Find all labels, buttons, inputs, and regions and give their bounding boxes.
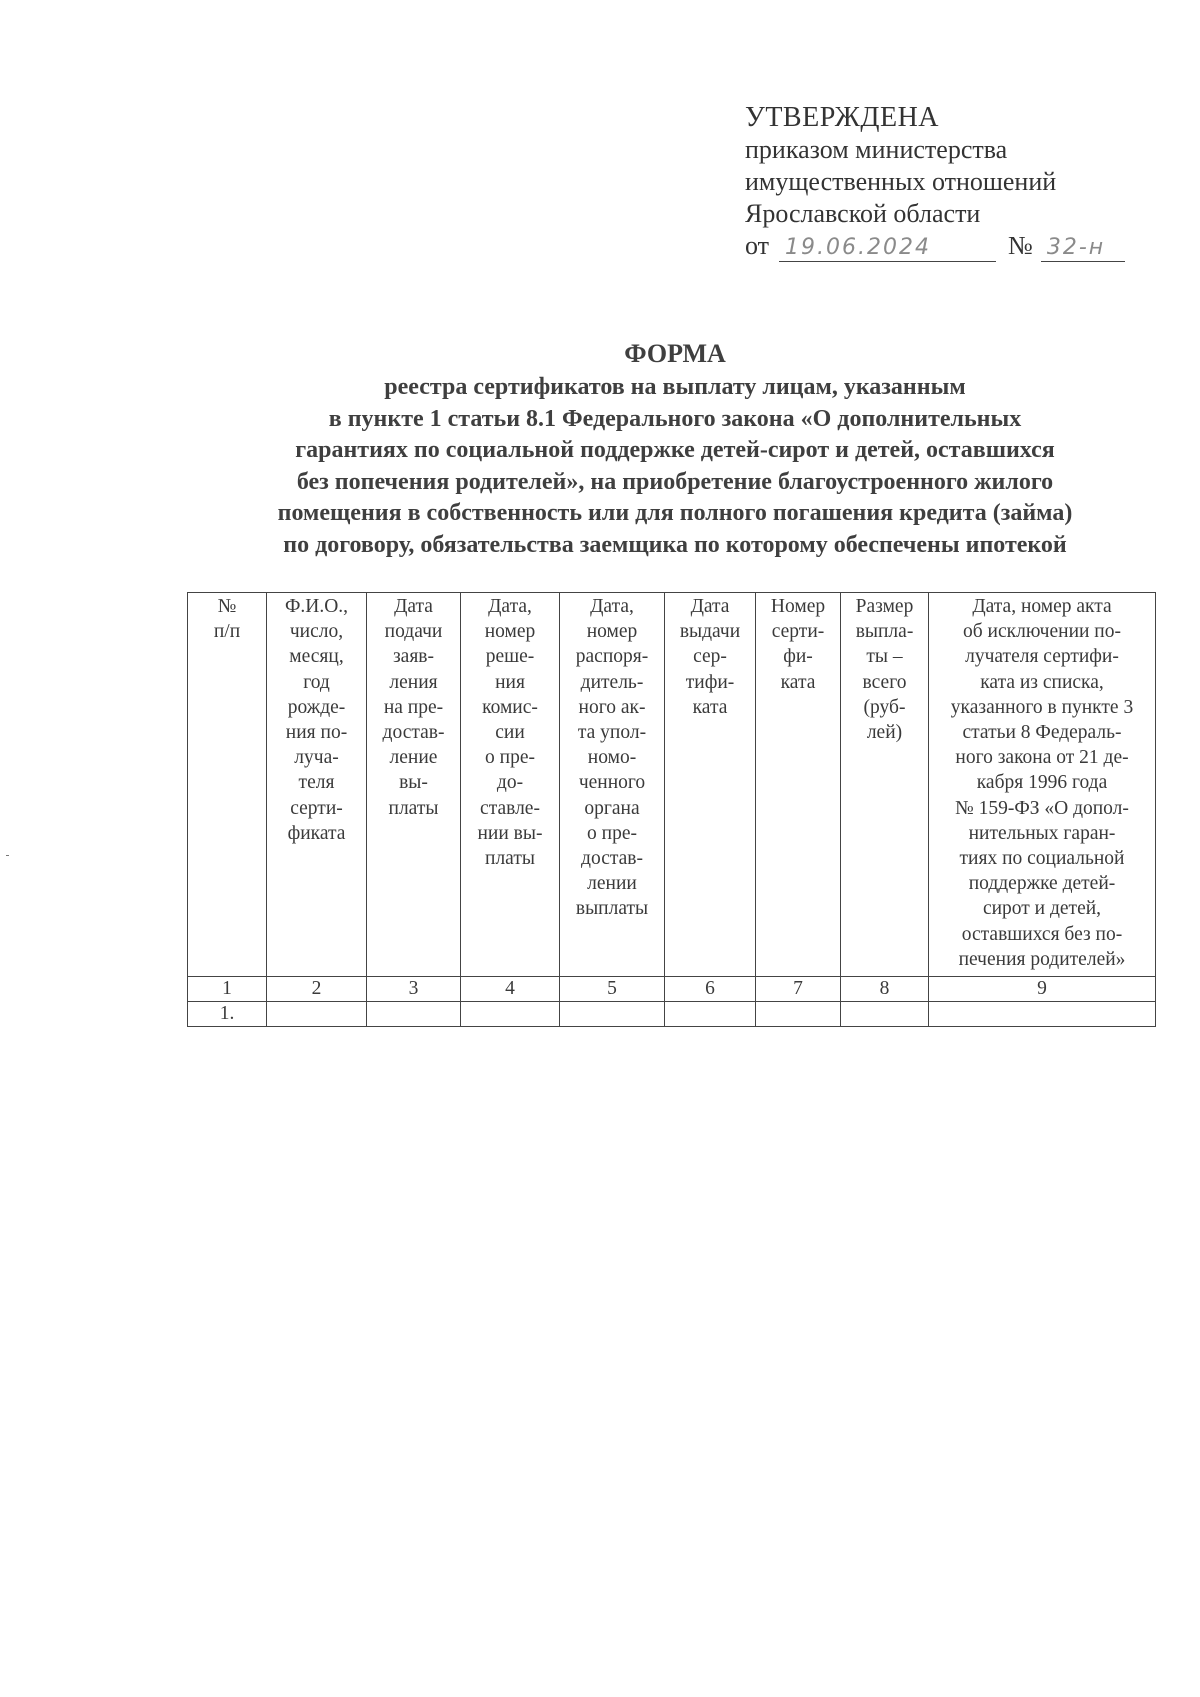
- form-subtitle-line: по договору, обязательства заемщика по которому обеспечены ипотекой: [283, 531, 1067, 558]
- table-cell[interactable]: [841, 1002, 929, 1027]
- header-cell-exclusion-act: Дата, номер акта об исключении по- лучателя сертифи- ката из списка, указанного в пункте 3 статьи 8 Федераль- ного закона от 21 де- кабря 1996 года № 159-ФЗ «О допол- нительных гаран- тиях по социальной поддержке детей- сирот и детей, оставшихся без по- печения родителей»: [929, 593, 1156, 977]
- column-number-cell: 1: [188, 977, 267, 1002]
- header-cell-issue-date: Дата выдачи сер- тифи- ката: [665, 593, 756, 977]
- table-cell[interactable]: [367, 1002, 461, 1027]
- form-subtitle-line: помещения в собственность или для полного погашения кредита (займа): [277, 500, 1073, 526]
- approval-title: УТВЕРЖДЕНА: [745, 102, 940, 133]
- header-cell-recipient: Ф.И.О., число, месяц, год рожде- ния по- луча- теля серти- фиката: [267, 593, 367, 977]
- order-date-number-row: [745, 230, 1125, 262]
- column-number-cell: 4: [461, 977, 560, 1002]
- form-title-block: [150, 336, 1200, 561]
- approval-block: [745, 102, 1125, 262]
- header-cell-number: № п/п: [188, 593, 267, 977]
- order-number-field[interactable]: 32-н: [1041, 235, 1125, 262]
- column-number-cell: 8: [841, 977, 929, 1002]
- number-label: №: [1008, 231, 1033, 260]
- scan-speck: [6, 855, 9, 856]
- header-cell-payment-amount: Размер выпла- ты – всего (руб- лей): [841, 593, 929, 977]
- header-cell-authority-act: Дата, номер распоря- дитель- ного ак- та упол- номо- ченного органа о пре- достав- лении выплаты: [560, 593, 665, 977]
- column-number-cell: 5: [560, 977, 665, 1002]
- approval-line-2: имущественных отношений: [745, 167, 1057, 196]
- table-cell[interactable]: [929, 1002, 1156, 1027]
- form-subtitle-line: реестра сертификатов на выплату лицам, указанным: [384, 374, 966, 400]
- header-cell-certificate-number: Номер серти- фи- ката: [756, 593, 841, 977]
- order-date-field[interactable]: 19.06.2024: [779, 235, 996, 262]
- column-number-cell: 3: [367, 977, 461, 1002]
- table-cell[interactable]: [665, 1002, 756, 1027]
- header-cell-commission-decision: Дата, номер реше- ния комис- сии о пре- до- ставле- нии вы- платы: [461, 593, 560, 977]
- table-cell[interactable]: [560, 1002, 665, 1027]
- column-number-cell: 6: [665, 977, 756, 1002]
- registry-table: [187, 592, 1156, 1027]
- from-label: от: [745, 231, 770, 260]
- header-cell-application-date: Дата подачи заяв- ления на пре- достав- ление вы- платы: [367, 593, 461, 977]
- table-cell-index[interactable]: 1.: [188, 1002, 267, 1027]
- approval-line-1: приказом министерства: [745, 135, 1008, 164]
- column-number-row: [188, 977, 1156, 1002]
- column-number-cell: 2: [267, 977, 367, 1002]
- header-row: [188, 593, 1156, 977]
- column-number-cell: 7: [756, 977, 841, 1002]
- table-row: [188, 1002, 1156, 1027]
- table-cell[interactable]: [267, 1002, 367, 1027]
- form-subtitle-line: в пункте 1 статьи 8.1 Федерального закона «О дополнительных: [328, 405, 1022, 432]
- approval-line-3: Ярославской области: [745, 199, 981, 228]
- table-cell[interactable]: [461, 1002, 560, 1027]
- form-subtitle-line: без попечения родителей», на приобретение благоустроенного жилого: [296, 468, 1054, 495]
- table-cell[interactable]: [756, 1002, 841, 1027]
- form-subtitle-line: гарантиях по социальной поддержке детей-сирот и детей, оставшихся: [295, 437, 1055, 463]
- form-heading: ФОРМА: [624, 339, 726, 368]
- column-number-cell: 9: [929, 977, 1156, 1002]
